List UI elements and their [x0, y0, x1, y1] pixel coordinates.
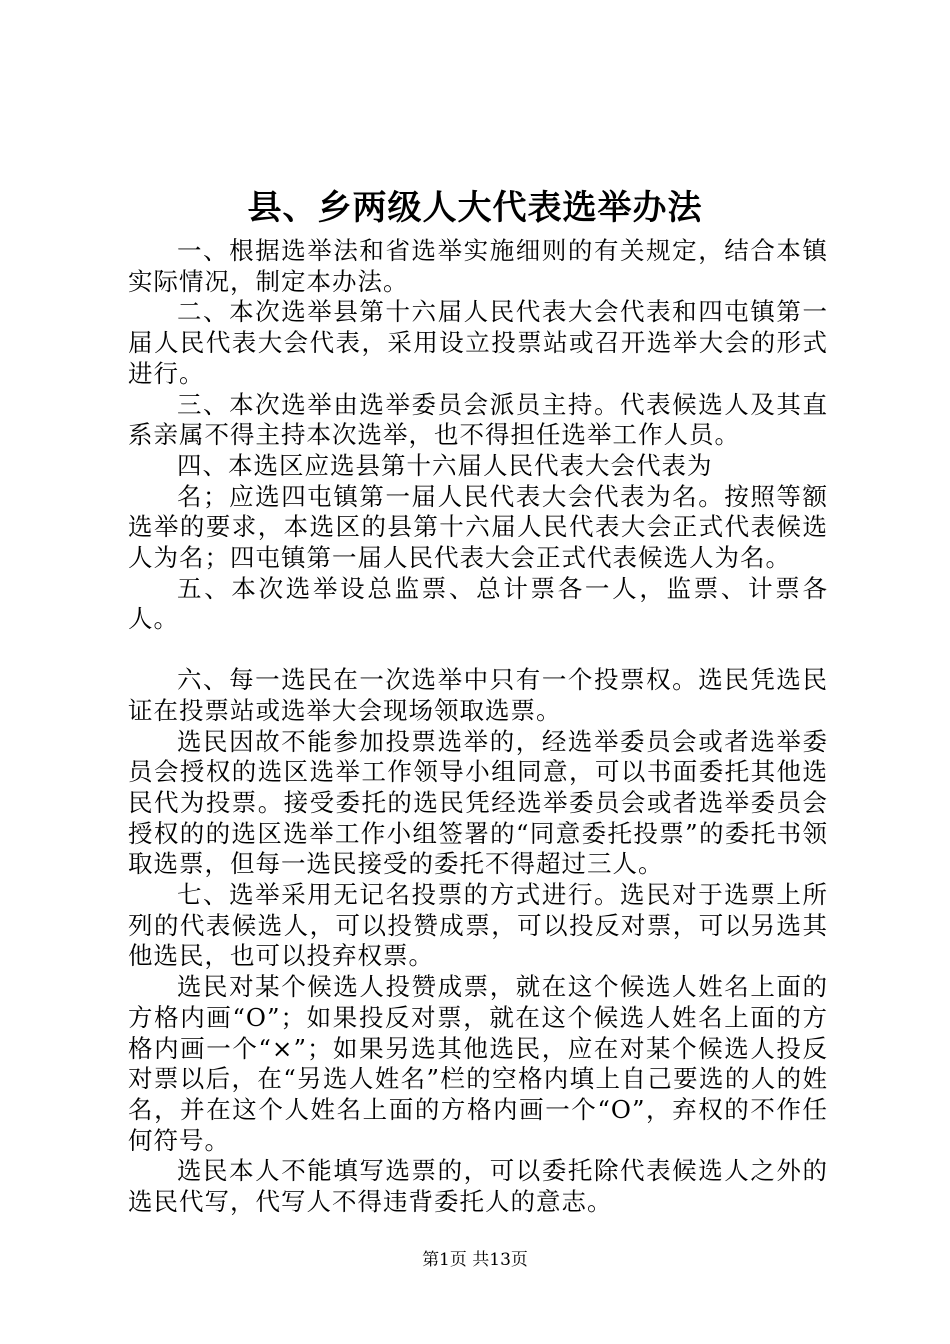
paragraph-3: 三、本次选举由选举委员会派员主持。代表候选人及其直系亲属不得主持本次选举，也不得担任选举工作人员。: [128, 389, 828, 450]
page-number: 第1页 共13页: [422, 1250, 528, 1270]
paragraph-6: 六、每一选民在一次选举中只有一个投票权。选民凭选民证在投票站或选举大会现场领取选票。: [128, 665, 828, 725]
paragraph-8: 七、选举采用无记名投票的方式进行。选民对于选票上所列的代表候选人，可以投赞成票，可以投反对票，可以另选其他选民，也可以投弃权票。: [128, 880, 828, 971]
document-body: [128, 236, 828, 1218]
paragraph-4: 四、本选区应选县第十六届人民代表大会代表为: [177, 450, 713, 480]
paragraph-7: 选民因故不能参加投票选举的，经选举委员会或者选举委员会授权的选区选举工作领导小组同意，可以书面委托其他选民代为投票。接受委托的选民凭经选举委员会或者选举委员会授权的的选区选举工作小组签署的“同意委托投票”的委托书领取选票，但每一选民接受的委托不得超过三人。: [128, 726, 828, 879]
paragraph-2: 二、本次选举县第十六届人民代表大会代表和四屯镇第一届人民代表大会代表，采用设立投票站或召开选举大会的形式进行。: [128, 297, 828, 388]
paragraph-5: 五、本次选举设总监票、总计票各一人，监票、计票各人。: [128, 573, 828, 634]
paragraph-9: 选民对某个候选人投赞成票，就在这个候选人姓名上面的方格内画“O”；如果投反对票，就在这个候选人姓名上面的方格内画一个“×”；如果另选其他选民，应在对某个候选人投反对票以后，在“另选人姓名”栏的空格内填上自己要选的人的姓名，并在这个人姓名上面的方格内画一个“O”，弃权的不作任何符号。: [128, 972, 828, 1155]
paragraph-1: 一、根据选举法和省选举实施细则的有关规定，结合本镇实际情况，制定本办法。: [128, 236, 828, 296]
paragraph-4-continued: 名；应选四屯镇第一届人民代表大会代表为名。按照等额选举的要求，本选区的县第十六届人民代表大会正式代表候选人为名；四屯镇第一届人民代表大会正式代表候选人为名。: [128, 481, 828, 573]
paragraph-10: 选民本人不能填写选票的，可以委托除代表候选人之外的选民代写，代写人不得违背委托人的意志。: [128, 1156, 828, 1217]
document-title: 县、乡两级人大代表选举办法: [247, 188, 703, 228]
